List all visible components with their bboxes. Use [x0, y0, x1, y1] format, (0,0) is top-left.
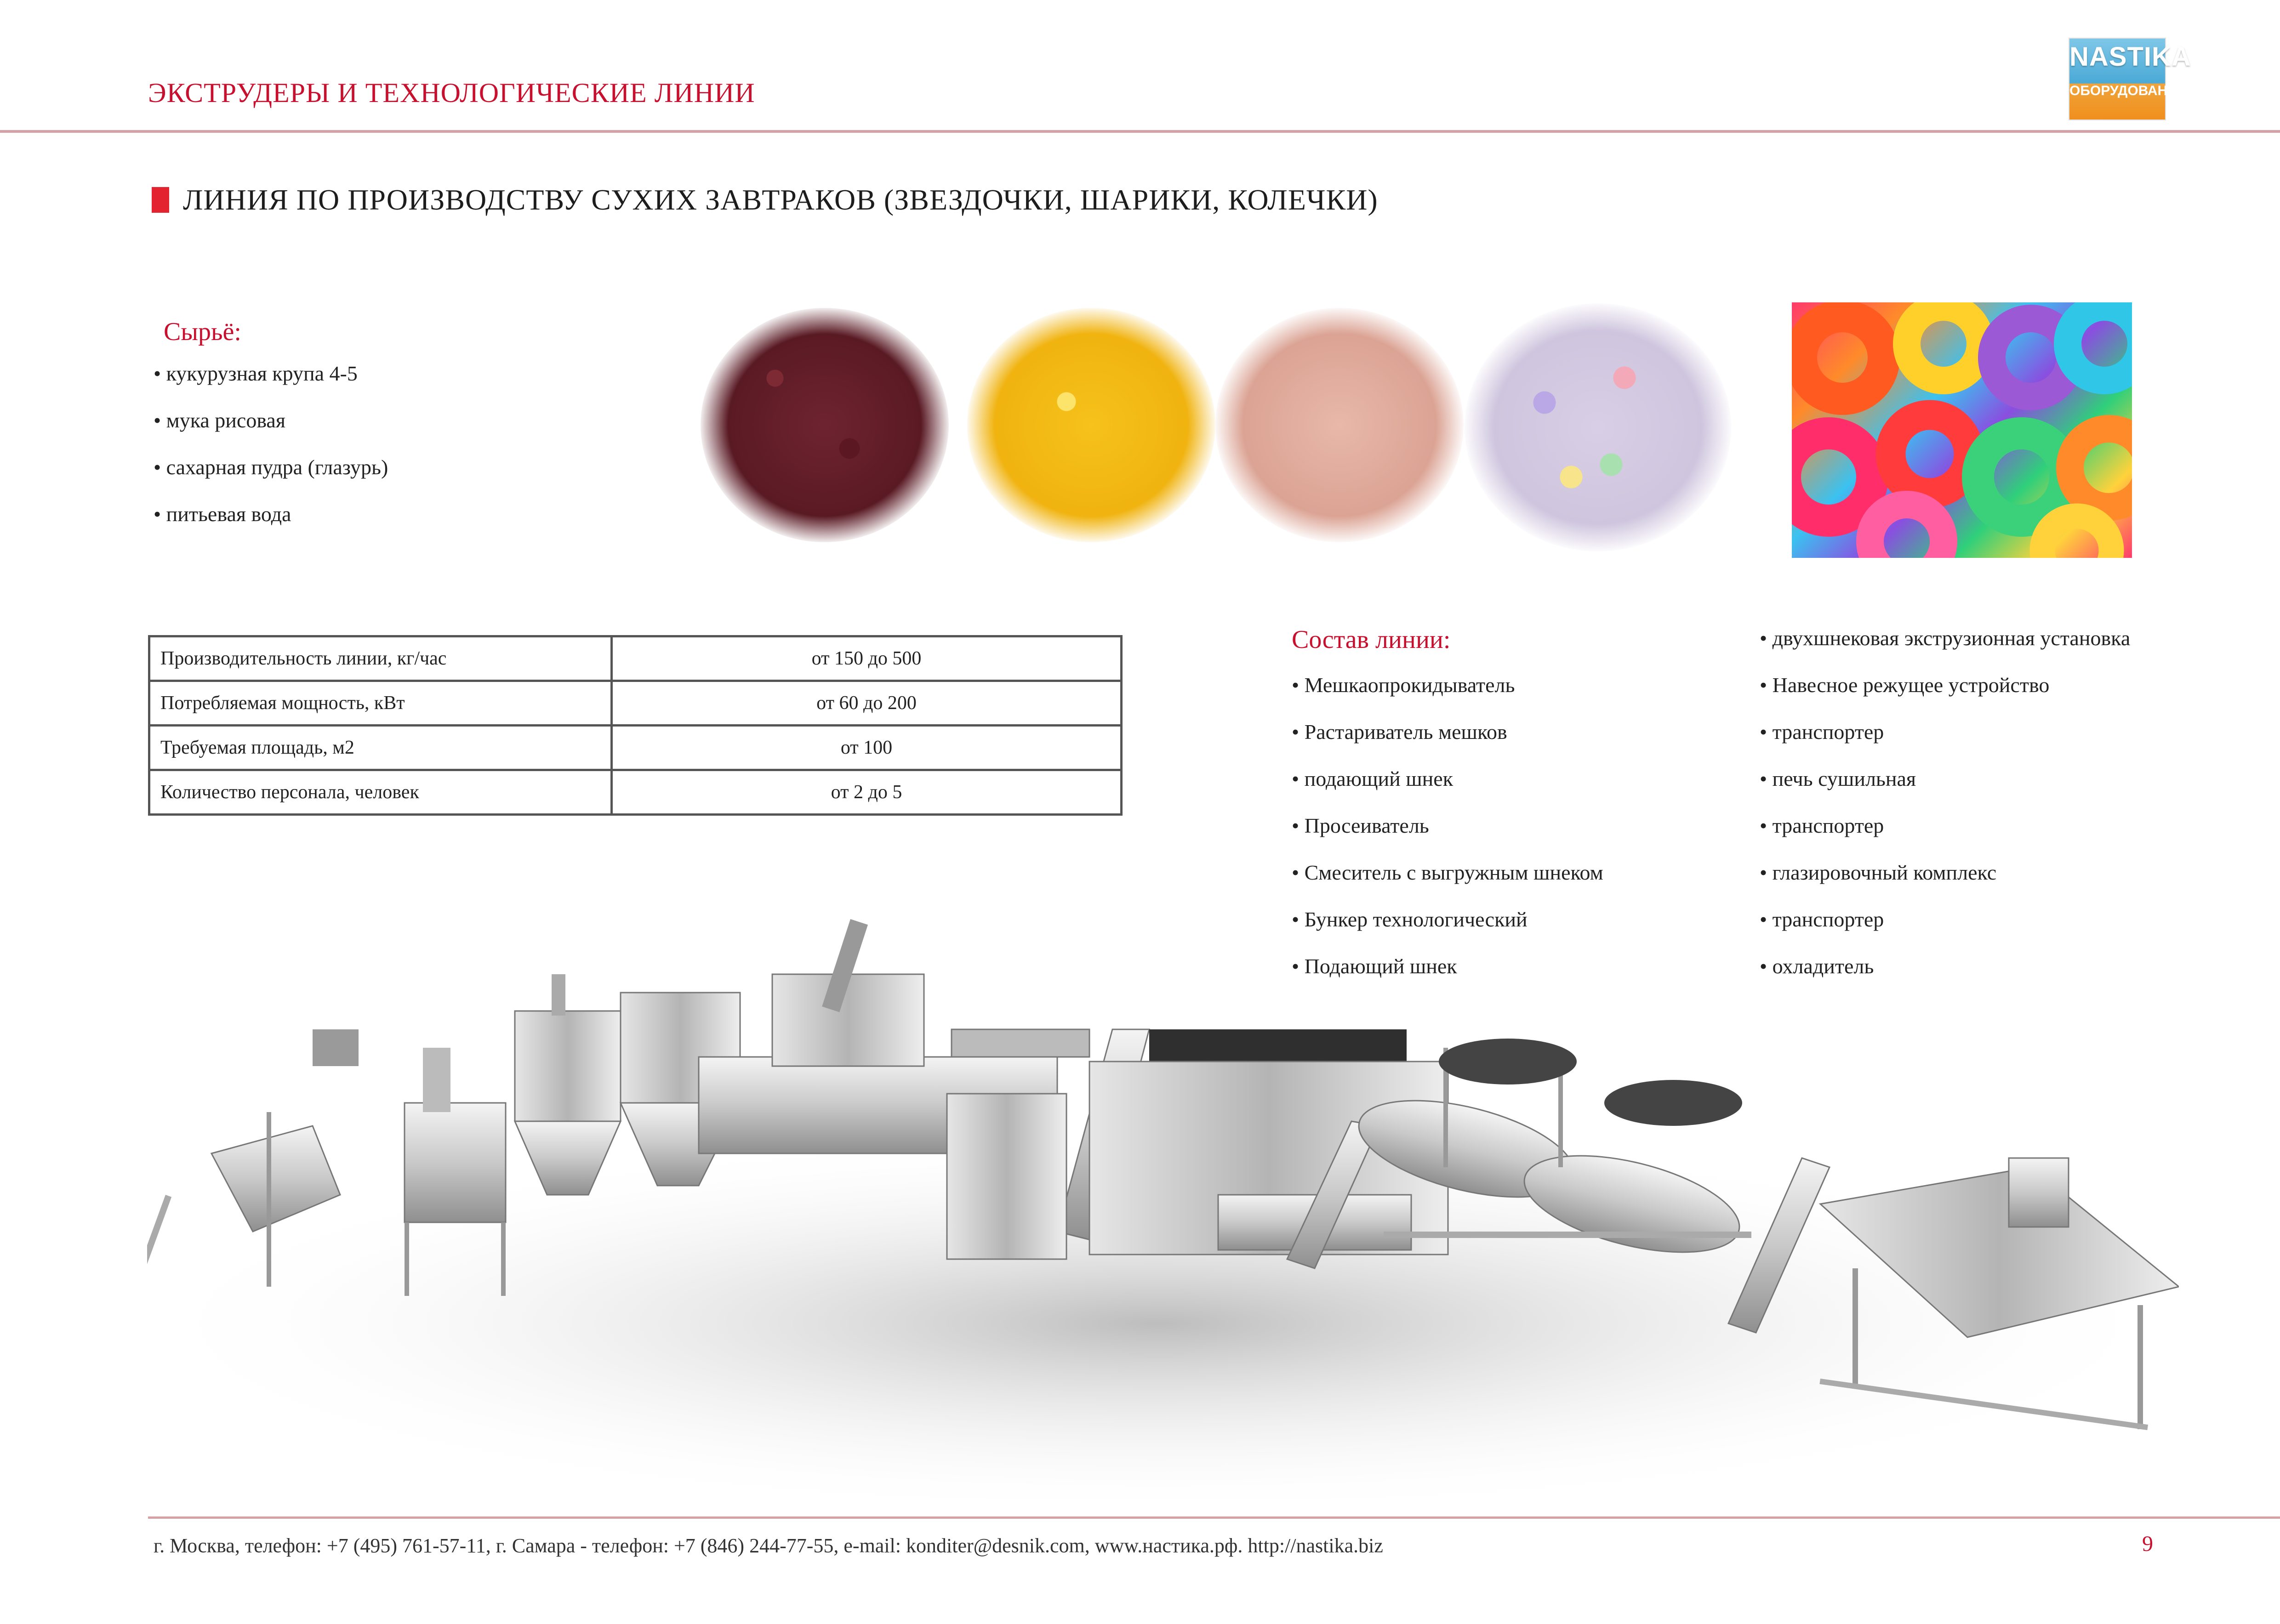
- composition-item: • печь сушильная: [1760, 767, 1916, 790]
- spec-value: от 2 до 5: [612, 770, 1122, 815]
- production-line-illustration: [147, 910, 2179, 1498]
- composition-item: • Мешкаопрокидыватель: [1292, 673, 1515, 697]
- table-row: [149, 770, 1122, 815]
- composition-item: • транспортер: [1760, 720, 1884, 744]
- spec-label: Количество персонала, человек: [149, 770, 612, 815]
- spec-label: Требуемая площадь, м2: [149, 726, 612, 770]
- spec-label: Потребляемая мощность, кВт: [149, 681, 612, 726]
- logo-wordmark: NASTIKA: [2069, 42, 2191, 72]
- page-number: 9: [2142, 1532, 2153, 1556]
- product-image-corn-balls: [967, 308, 1215, 542]
- product-image-color-rings: [1465, 303, 1731, 551]
- spec-label: Производительность линии, кг/час: [149, 636, 612, 681]
- header-divider: [0, 130, 2280, 133]
- composition-item: • транспортер: [1760, 814, 1884, 837]
- product-image-dark-shells: [701, 308, 949, 542]
- raw-material-item: • кукурузная крупа 4-5: [154, 362, 358, 385]
- composition-item: • Просеиватель: [1292, 814, 1429, 837]
- specifications-table: [148, 635, 1123, 816]
- footer-contacts: г. Москва, телефон: +7 (495) 761-57-11, г. Самара - телефон: +7 (846) 244-77-55, e-mail: konditer@desnik.com, www.настика.рф. http://nastika.biz: [154, 1534, 1383, 1557]
- table-row: [149, 636, 1122, 681]
- spec-value: от 60 до 200: [612, 681, 1122, 726]
- raw-materials-heading: Сырьё:: [164, 318, 241, 346]
- company-logo: [2069, 38, 2191, 120]
- product-photo-fruit-rings: [1792, 302, 2132, 558]
- section-marker-icon: [152, 187, 169, 213]
- composition-item: • Смеситель с выгружным шнеком: [1292, 861, 1603, 884]
- composition-heading: Состав линии:: [1292, 625, 1451, 654]
- composition-item: • охладитель: [1760, 954, 1874, 978]
- composition-item: • глазировочный комплекс: [1760, 861, 1997, 884]
- spec-value: от 100: [612, 726, 1122, 770]
- composition-item: • транспортер: [1760, 908, 1884, 931]
- composition-item: • Навесное режущее устройство: [1760, 673, 2050, 697]
- composition-item: • Бункер технологический: [1292, 908, 1528, 931]
- raw-material-item: • мука рисовая: [154, 409, 286, 432]
- table-row: [149, 681, 1122, 726]
- composition-item: • Подающий шнек: [1292, 954, 1457, 978]
- product-image-letters: [1215, 308, 1464, 542]
- section-title: ЛИНИЯ ПО ПРОИЗВОДСТВУ СУХИХ ЗАВТРАКОВ (ЗВЕЗДОЧКИ, ШАРИКИ, КОЛЕЧКИ): [183, 183, 1378, 216]
- header-title: ЭКСТРУДЕРЫ И ТЕХНОЛОГИЧЕСКИЕ ЛИНИИ: [148, 78, 755, 108]
- composition-item: • двухшнековая экструзионная установка: [1760, 626, 2131, 650]
- raw-material-item: • питьевая вода: [154, 502, 291, 526]
- logo-subtext: ОБОРУДОВАНИЕ: [2069, 83, 2187, 98]
- composition-item: • подающий шнек: [1292, 767, 1454, 790]
- table-row: [149, 726, 1122, 770]
- spec-value: от 150 до 500: [612, 636, 1122, 681]
- footer-divider: [148, 1516, 2280, 1519]
- raw-material-item: • сахарная пудра (глазурь): [154, 455, 388, 479]
- composition-item: • Растариватель мешков: [1292, 720, 1507, 744]
